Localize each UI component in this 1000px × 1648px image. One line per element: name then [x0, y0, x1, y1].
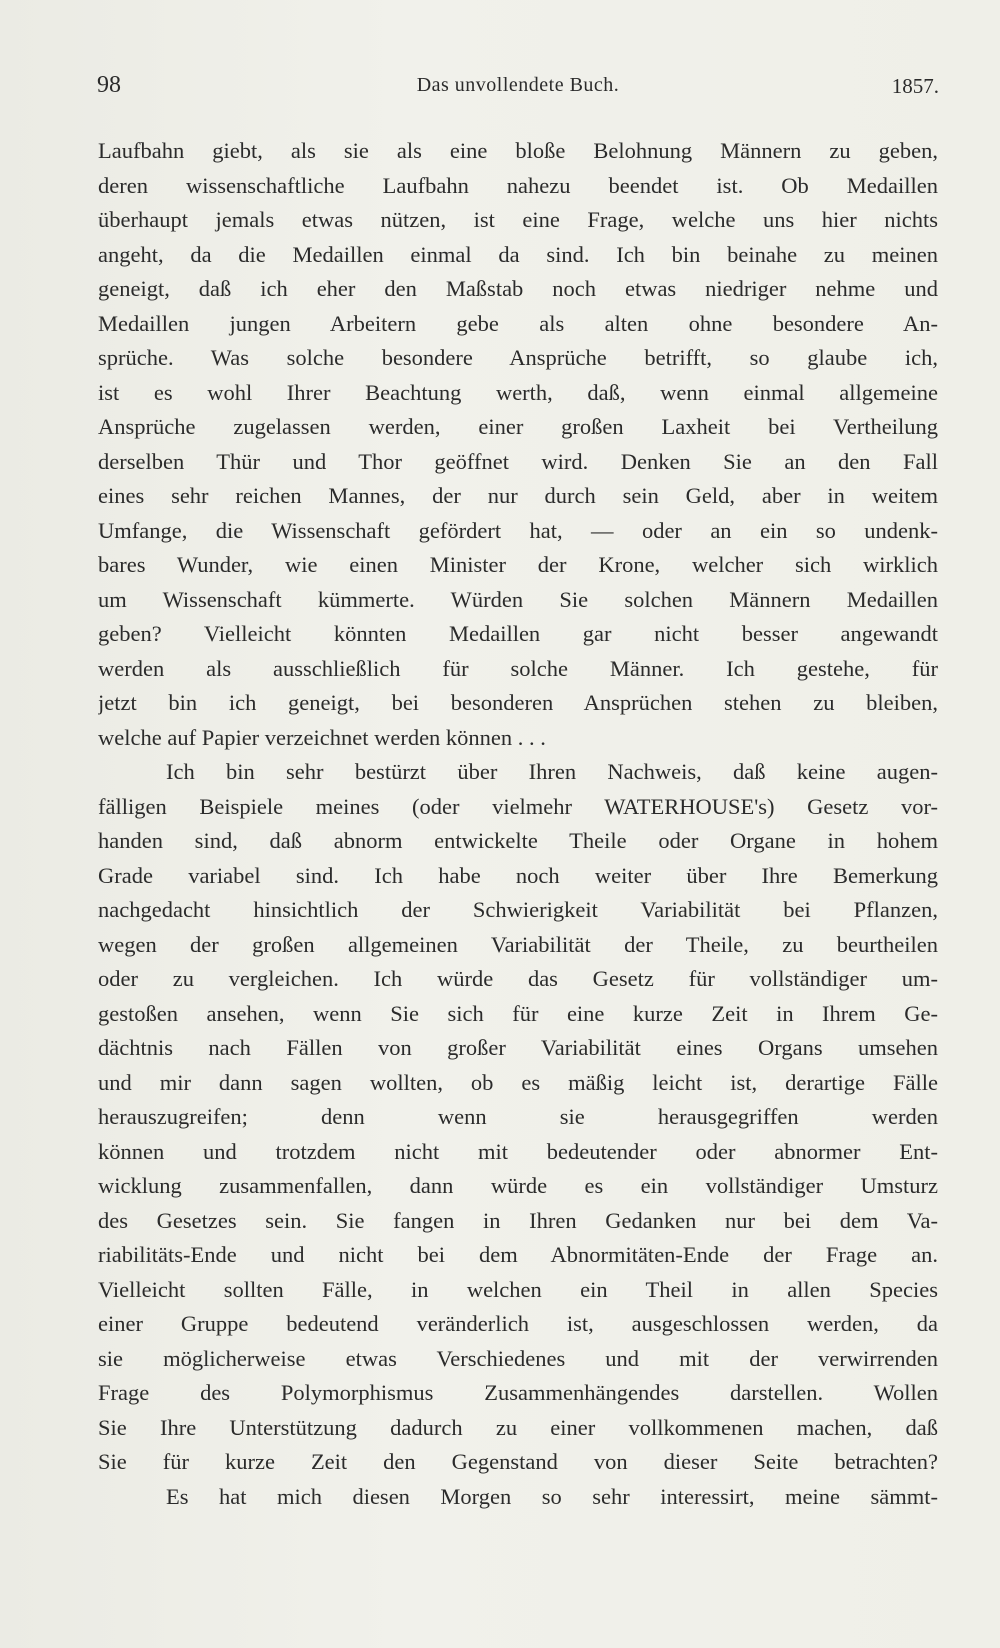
text-line: eines sehr reichen Mannes, der nur durch sein Geld, aber in weitem [98, 483, 938, 508]
text-line: Frage des Polymorphismus Zusammenhängendes darstellen. Wollen [98, 1380, 938, 1405]
paragraph-start-line: Es hat mich diesen Morgen so sehr interessirt, meine sämmt- [166, 1483, 938, 1509]
header-year: 1857. [891, 74, 939, 98]
text-line: dächtnis nach Fällen von großer Variabilität eines Organs umsehen [98, 1035, 938, 1060]
text-line: angeht, da die Medaillen einmal da sind. Ich bin beinahe zu meinen [98, 241, 938, 267]
text-line: einer Gruppe bedeutend veränderlich ist, ausgeschlossen werden, da [98, 1311, 938, 1336]
text-line: Sie Ihre Unterstützung dadurch zu einer vollkommenen machen, daß [98, 1414, 938, 1440]
page-number: 98 [97, 72, 121, 98]
text-line: riabilitäts-Ende und nicht bei dem Abnormitäten-Ende der Frage an. [98, 1242, 938, 1267]
text-line: Umfange, die Wissenschaft gefördert hat, — oder an ein so undenk- [98, 517, 938, 543]
paragraph-start-line: Ich bin sehr bestürzt über Ihren Nachweis, daß keine augen- [166, 759, 938, 784]
text-line: geben? Vielleicht könnten Medaillen gar nicht besser angewandt [98, 621, 938, 646]
text-line: bares Wunder, wie einen Minister der Krone, welcher sich wirklich [98, 552, 938, 577]
text-line: Laufbahn giebt, als sie als eine bloße Belohnung Männern zu geben, [98, 138, 938, 163]
text-line: jetzt bin ich geneigt, bei besonderen Ansprüchen stehen zu bleiben, [98, 690, 938, 715]
text-line: wegen der großen allgemeinen Variabilität der Theile, zu beurtheilen [98, 931, 938, 957]
text-line: deren wissenschaftliche Laufbahn nahezu beendet ist. Ob Medaillen [98, 172, 938, 198]
text-line: sie möglicherweise etwas Verschiedenes und mit der verwirrenden [98, 1345, 938, 1371]
text-line: geneigt, daß ich eher den Maßstab noch etwas niedriger nehme und [98, 276, 938, 301]
body-text [98, 134, 938, 1514]
text-line: können und trotzdem nicht mit bedeutender oder abnormer Ent- [98, 1138, 938, 1164]
text-line: Sie für kurze Zeit den Gegenstand von dieser Seite betrachten? [98, 1449, 938, 1474]
text-line: Medaillen jungen Arbeitern gebe als alten ohne besondere An- [98, 310, 938, 336]
running-title: Das unvollendete Buch. [416, 74, 620, 96]
text-line: nachgedacht hinsichtlich der Schwierigkeit Variabilität bei Pflanzen, [98, 897, 938, 922]
text-line: herauszugreifen; denn wenn sie herausgegriffen werden [98, 1104, 938, 1129]
text-line: sprüche. Was solche besondere Ansprüche betrifft, so glaube ich, [98, 345, 938, 370]
text-line: fälligen Beispiele meines (oder vielmehr WATERHOUSE's) Gesetz vor- [98, 793, 938, 819]
text-line: Ansprüche zugelassen werden, einer großen Laxheit bei Vertheilung [98, 414, 938, 439]
text-line: derselben Thür und Thor geöffnet wird. Denken Sie an den Fall [98, 448, 938, 474]
text-line: Vielleicht sollten Fälle, in welchen ein Theil in allen Species [98, 1276, 938, 1302]
text-line: gestoßen ansehen, wenn Sie sich für eine kurze Zeit in Ihrem Ge- [98, 1000, 938, 1026]
text-line: überhaupt jemals etwas nützen, ist eine Frage, welche uns hier nichts [98, 207, 938, 232]
page-header [97, 72, 939, 106]
text-line: um Wissenschaft kümmerte. Würden Sie solchen Männern Medaillen [98, 586, 938, 612]
text-line: des Gesetzes sein. Sie fangen in Ihren Gedanken nur bei dem Va- [98, 1207, 938, 1233]
text-line: werden als ausschließlich für solche Männer. Ich gestehe, für [98, 655, 938, 681]
text-line: oder zu vergleichen. Ich würde das Gesetz für vollständiger um- [98, 966, 938, 991]
text-line: handen sind, daß abnorm entwickelte Theile oder Organe in hohem [98, 828, 938, 853]
text-line: Grade variabel sind. Ich habe noch weiter über Ihre Bemerkung [98, 862, 938, 888]
text-line: wicklung zusammenfallen, dann würde es ein vollständiger Umsturz [98, 1173, 938, 1198]
text-line: ist es wohl Ihrer Beachtung werth, daß, wenn einmal allgemeine [98, 379, 938, 405]
text-line: welche auf Papier verzeichnet werden können . . . [98, 724, 546, 750]
text-line: und mir dann sagen wollten, ob es mäßig leicht ist, derartige Fälle [98, 1069, 938, 1095]
